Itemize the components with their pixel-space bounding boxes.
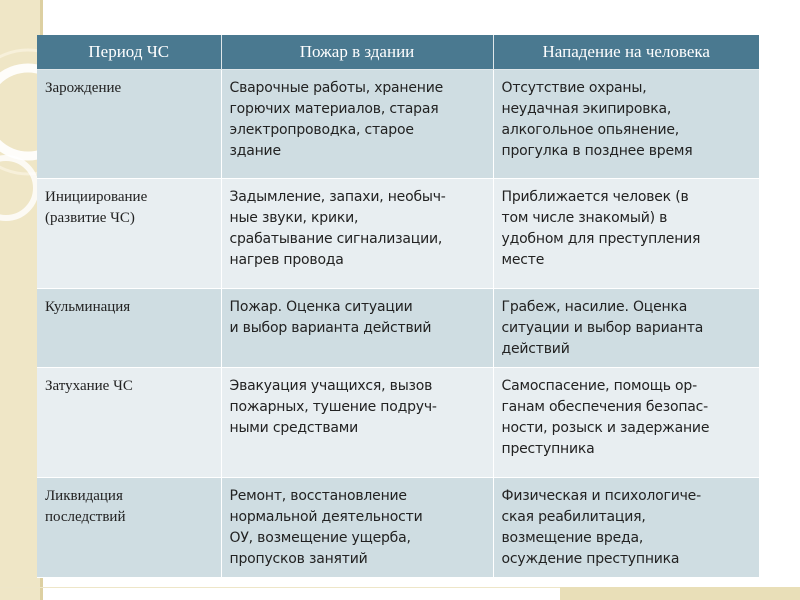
period-cell	[37, 179, 221, 289]
period-label: Затухание ЧС	[45, 378, 133, 394]
period-label: Зарождение	[45, 80, 122, 96]
attack-text: Самоспасение, помощь ор- ганам обеспечения безопас- ности, розыск и задержание преступника	[501, 378, 710, 457]
fire-text: Эвакуация учащихся, вызов пожарных, тушение подруч- ными средствами	[229, 378, 437, 436]
fire-cell	[221, 289, 493, 368]
attack-cell	[493, 70, 759, 179]
fire-text: Задымление, запахи, необыч- ные звуки, крики, срабатывание сигнализации, нагрев провода	[229, 189, 446, 268]
table-header-row	[37, 35, 759, 70]
table-row	[37, 70, 759, 179]
period-label: Инициирование (развитие ЧС)	[45, 189, 148, 226]
table-row	[37, 179, 759, 289]
header-attack: Нападение на человека	[493, 35, 759, 70]
fire-cell	[221, 70, 493, 179]
period-label: Кульминация	[45, 299, 131, 315]
period-cell	[37, 478, 221, 578]
fire-text: Сварочные работы, хранение горючих материалов, старая электропроводка, старое здание	[229, 80, 444, 159]
table-row	[37, 368, 759, 478]
attack-text: Отсутствие охраны, неудачная экипировка, алкогольное опьянение, прогулка в позднее время	[501, 80, 693, 159]
fire-text: Пожар. Оценка ситуации и выбор варианта действий	[229, 299, 432, 336]
emergency-periods-table	[37, 35, 759, 578]
table-row	[37, 478, 759, 578]
header-fire: Пожар в здании	[221, 35, 493, 70]
header-period: Период ЧС	[37, 35, 221, 70]
period-label: Ликвидация последствий	[45, 488, 126, 525]
fire-cell	[221, 179, 493, 289]
attack-cell	[493, 478, 759, 578]
fire-cell	[221, 478, 493, 578]
period-cell	[37, 70, 221, 179]
fire-text: Ремонт, восстановление нормальной деятельности ОУ, возмещение ущерба, пропусков занятий	[229, 488, 423, 567]
attack-text: Физическая и психологиче- ская реабилитация, возмещение вреда, осуждение преступника	[501, 488, 701, 567]
attack-cell	[493, 179, 759, 289]
attack-cell	[493, 289, 759, 368]
period-cell	[37, 368, 221, 478]
table-row	[37, 289, 759, 368]
table-container	[37, 35, 759, 578]
fire-cell	[221, 368, 493, 478]
attack-text: Приближается человек (в том числе знакомый) в удобном для преступления месте	[501, 189, 701, 268]
attack-text: Грабеж, насилие. Оценка ситуации и выбор варианта действий	[501, 299, 704, 357]
attack-cell	[493, 368, 759, 478]
period-cell	[37, 289, 221, 368]
